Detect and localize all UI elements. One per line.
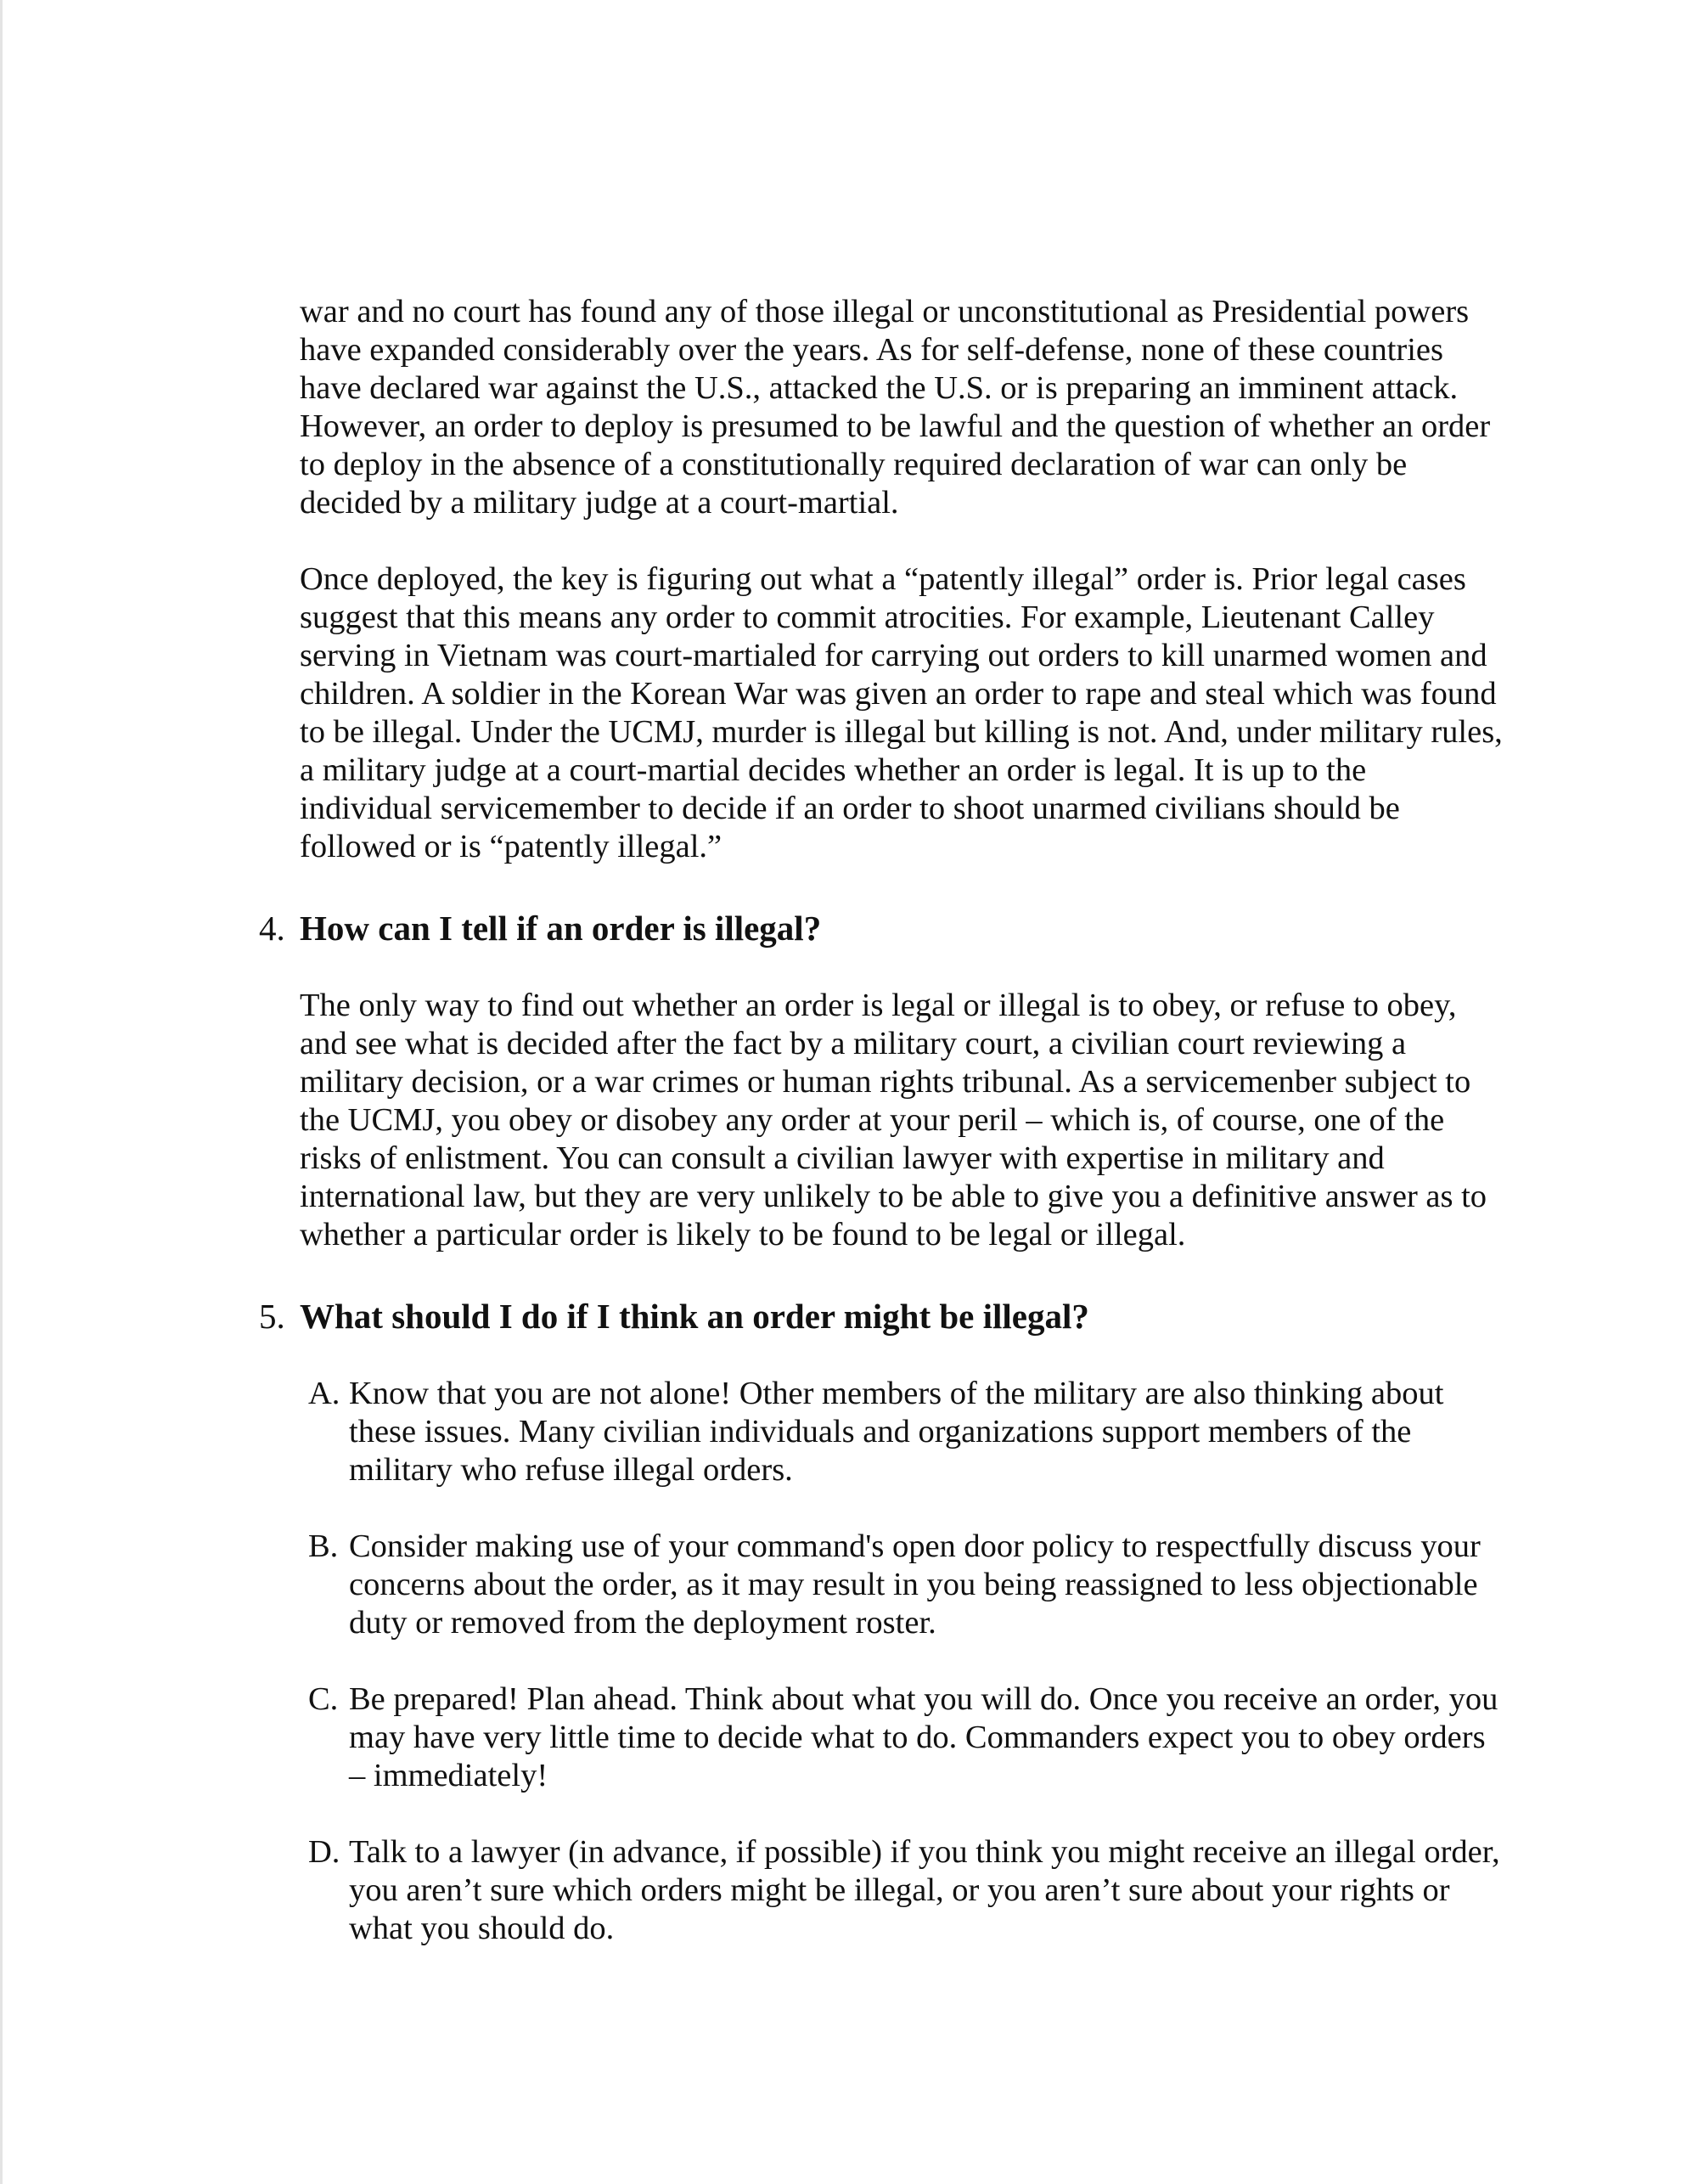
list-text-c: Be prepared! Plan ahead. Think about what you will do. Once you receive an order, you may have very little time to decide what to do. Commanders expect you to obey orders – immediately! — [349, 1681, 1498, 1793]
paragraph-gap — [300, 522, 1505, 560]
section-4-body: The only way to find out whether an order is legal or illegal is to obey, or refuse to obey, and see what is decided after the fact by a military court, a civilian court reviewing a military decision, or a war crimes or human rights tribunal. As a servicemenber subject to the UCMJ, you obey or disobey any order at your peril – which is, of course, one of the risks of enlistment. You can consult a civilian lawyer with expertise in military and international law, but they are very unlikely to be able to give you a definitive answer as to whether a particular order is likely to be found to be legal or illegal. — [300, 988, 1487, 1252]
list-text-a: Know that you are not alone! Other members of the military are also thinking about these issues. Many civilian individuals and organizations support members of the military who refuse illegal orders. — [349, 1376, 1444, 1488]
section-5-heading — [259, 1295, 1505, 1337]
section-4-number: 4. — [259, 909, 285, 948]
page-content — [259, 293, 1505, 1948]
section-5-number: 5. — [259, 1297, 285, 1336]
list-gap — [300, 1642, 1505, 1680]
list-item-a — [300, 1375, 1505, 1489]
list-gap — [300, 1795, 1505, 1833]
paragraph-patently-illegal: Once deployed, the key is figuring out what a “patently illegal” order is. Prior legal cases suggest that this means any order to commit atrocities. For example, Lieutenant Calley serving in Vietnam was court-martialed for carrying out orders to kill unarmed women and children. A soldier in the Korean War was given an order to rape and steal which was found to be illegal. Under the UCMJ, murder is illegal but killing is not. And, under military rules, a military judge at a court-martial decides whether an order is legal. It is up to the individual servicemember to decide if an order to shoot unarmed civilians should be followed or is “patently illegal.” — [300, 561, 1503, 864]
list-text-b: Consider making use of your command's open door policy to respectfully discuss your concerns about the order, as it may result in you being reassigned to less objectionable duty or removed from the deployment roster. — [349, 1528, 1481, 1641]
list-marker-b: B. — [308, 1528, 339, 1564]
list-marker-a: A. — [308, 1376, 340, 1411]
section-4-heading — [259, 907, 1505, 949]
section-5-title: What should I do if I think an order might be illegal? — [300, 1297, 1089, 1336]
list-marker-c: C. — [308, 1681, 339, 1717]
list-marker-d: D. — [308, 1834, 340, 1870]
list-text-d: Talk to a lawyer (in advance, if possible) if you think you might receive an illegal order, you aren’t sure which orders might be illegal, or you aren’t sure about your rights or what you should do. — [349, 1834, 1500, 1946]
section-4-title: How can I tell if an order is illegal? — [300, 909, 822, 948]
paragraph-war-powers: war and no court has found any of those illegal or unconstitutional as Presidential powers have expanded considerably over the years. As for self-defense, none of these countries have declared war against the U.S., attacked the U.S. or is preparing an imminent attack. However, an order to deploy is presumed to be lawful and the question of whether an order to deploy in the absence of a constitutionally required declaration of war can only be decided by a military judge at a court-martial. — [300, 294, 1491, 521]
list-item-b — [300, 1528, 1505, 1642]
list-gap — [300, 1489, 1505, 1528]
list-item-c — [300, 1680, 1505, 1795]
list-item-d — [300, 1833, 1505, 1948]
page-edge-shadow — [0, 0, 3, 2184]
